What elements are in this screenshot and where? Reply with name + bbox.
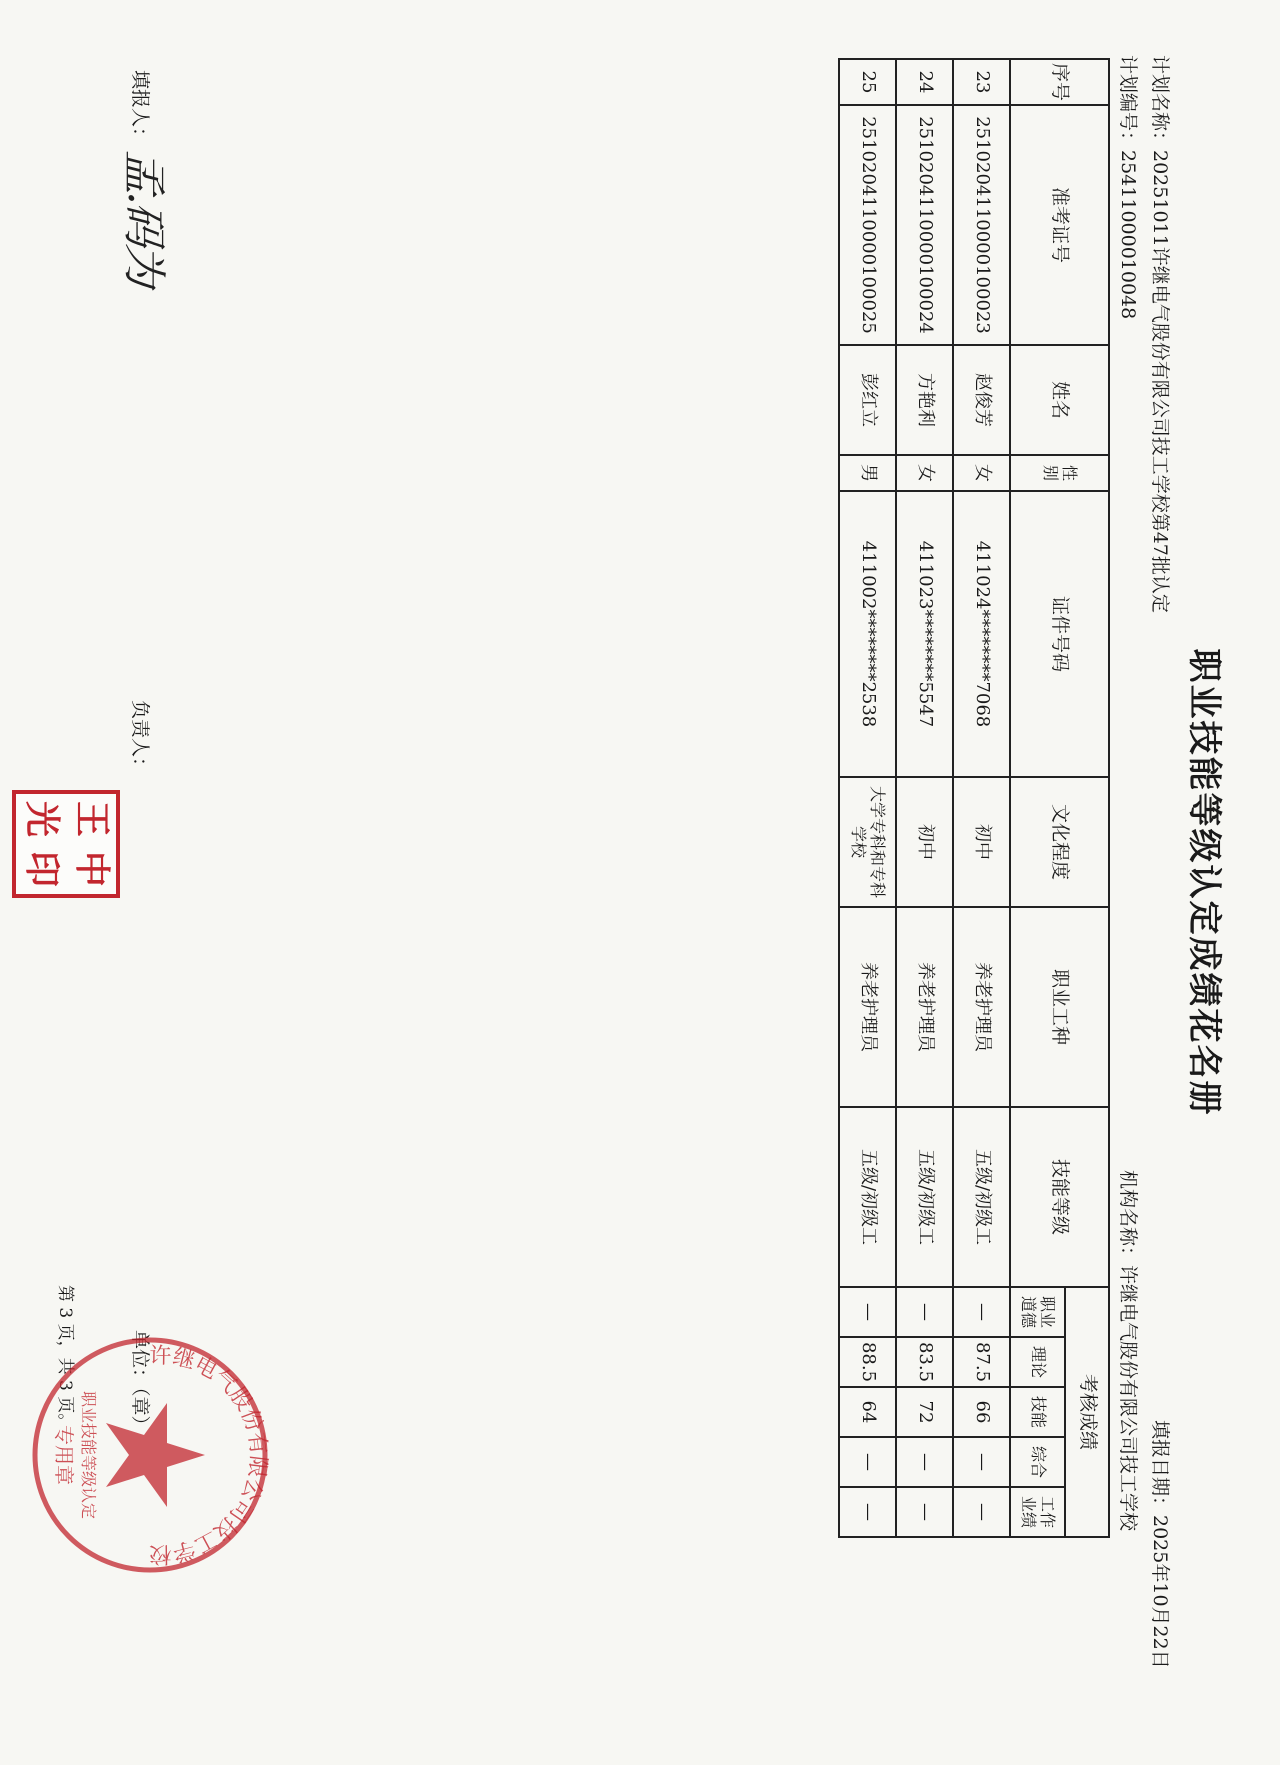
cell-id: 411024********7068 [953, 491, 1010, 777]
cell-gender: 男 [839, 455, 896, 491]
star-icon [106, 1403, 205, 1507]
cell-ticket: 25102041100001000​23 [953, 105, 1010, 345]
responsible-label: 负责人： [129, 700, 151, 777]
cell-seq: 25 [839, 59, 896, 105]
header-row [1065, 59, 1109, 1537]
col-scores: 考核成绩 [1065, 1287, 1109, 1537]
cell-seq: 23 [953, 59, 1010, 105]
signer-signature: 孟.码为 [118, 150, 169, 284]
round-seal [25, 1330, 275, 1580]
cell-ethics: — [953, 1287, 1010, 1337]
cell-skill: 72 [896, 1387, 953, 1437]
col-work: 工作业绩 [1010, 1487, 1065, 1537]
unit-label: 单位：（章） [129, 1330, 151, 1435]
seal-char: 王 [71, 800, 113, 837]
cell-ethics: — [839, 1287, 896, 1337]
org-name: 机构名称：许继电气股份有限公司技工学校 [1117, 1170, 1139, 1532]
cell-overall: — [896, 1437, 953, 1487]
cell-gender: 女 [953, 455, 1010, 491]
signer-label: 填报人： [129, 70, 151, 147]
cell-work: — [896, 1487, 953, 1537]
table-row [839, 59, 896, 1537]
col-name: 姓名 [1010, 345, 1109, 455]
cell-ticket: 2510204110000100024 [896, 105, 953, 345]
plan-number: 计划编号：25411000010048 [1117, 55, 1139, 320]
cell-name: 赵俊芳 [953, 345, 1010, 455]
score-table [838, 58, 1110, 1538]
seal-char: 光 [21, 800, 63, 837]
cell-level: 五级/初级工 [953, 1107, 1010, 1287]
col-gender: 性别 [1010, 455, 1109, 491]
cell-work: — [953, 1487, 1010, 1537]
col-ethics: 职业道德 [1010, 1287, 1065, 1337]
col-theory: 理论 [1010, 1337, 1065, 1387]
fill-date: 填报日期：2025年10月22日 [1149, 1420, 1171, 1669]
cell-id: 411023********5547 [896, 491, 953, 777]
cell-theory: 87.5 [953, 1337, 1010, 1387]
col-edu: 文化程度 [1010, 777, 1109, 907]
cell-job: 养老护理员 [839, 907, 896, 1107]
table-row [953, 59, 1010, 1537]
col-overall: 综合 [1010, 1437, 1065, 1487]
cell-edu: 初中 [953, 777, 1010, 907]
cell-skill: 64 [839, 1387, 896, 1437]
svg-text:专用章: 专用章 [52, 1425, 76, 1485]
col-level: 技能等级 [1010, 1107, 1109, 1287]
svg-text:职业技能等级认定: 职业技能等级认定 [79, 1390, 98, 1520]
col-job: 职业工种 [1010, 907, 1109, 1107]
cell-name: 彭红立 [839, 345, 896, 455]
cell-work: — [839, 1487, 896, 1537]
cell-edu: 大学专科和专科学校 [839, 777, 896, 907]
cell-name: 方艳利 [896, 345, 953, 455]
table-row [896, 59, 953, 1537]
cell-ticket: 2510204110000100025 [839, 105, 896, 345]
page-title: 职业技能等级认定成绩花名册 [1184, 648, 1224, 1117]
cell-theory: 88.5 [839, 1337, 896, 1387]
cell-level: 五级/初级工 [896, 1107, 953, 1287]
cell-overall: — [953, 1437, 1010, 1487]
cell-overall: — [839, 1437, 896, 1487]
col-id: 证件号码 [1010, 491, 1109, 777]
cell-level: 五级/初级工 [839, 1107, 896, 1287]
plan-name: 计划名称：20251011许继电气股份有限公司技工学校第47批认定 [1149, 55, 1171, 613]
square-seal [12, 790, 120, 898]
cell-theory: 83.5 [896, 1337, 953, 1387]
svg-text:许继电气股份有限公司技工学校: 许继电气股份有限公司技工学校 [149, 1343, 271, 1567]
col-seq: 序号 [1010, 59, 1109, 105]
cell-edu: 初中 [896, 777, 953, 907]
cell-job: 养老护理员 [953, 907, 1010, 1107]
col-skill: 技能 [1010, 1387, 1065, 1437]
cell-skill: 66 [953, 1387, 1010, 1437]
cell-gender: 女 [896, 455, 953, 491]
col-ticket: 准考证号 [1010, 105, 1109, 345]
cell-job: 养老护理员 [896, 907, 953, 1107]
seal-char: 中 [71, 850, 113, 887]
cell-id: 411002********2538 [839, 491, 896, 777]
cell-seq: 24 [896, 59, 953, 105]
seal-char: 印 [21, 850, 63, 887]
page-count: 第 3 页，共 3 页。 [55, 1285, 75, 1431]
cell-ethics: — [896, 1287, 953, 1337]
